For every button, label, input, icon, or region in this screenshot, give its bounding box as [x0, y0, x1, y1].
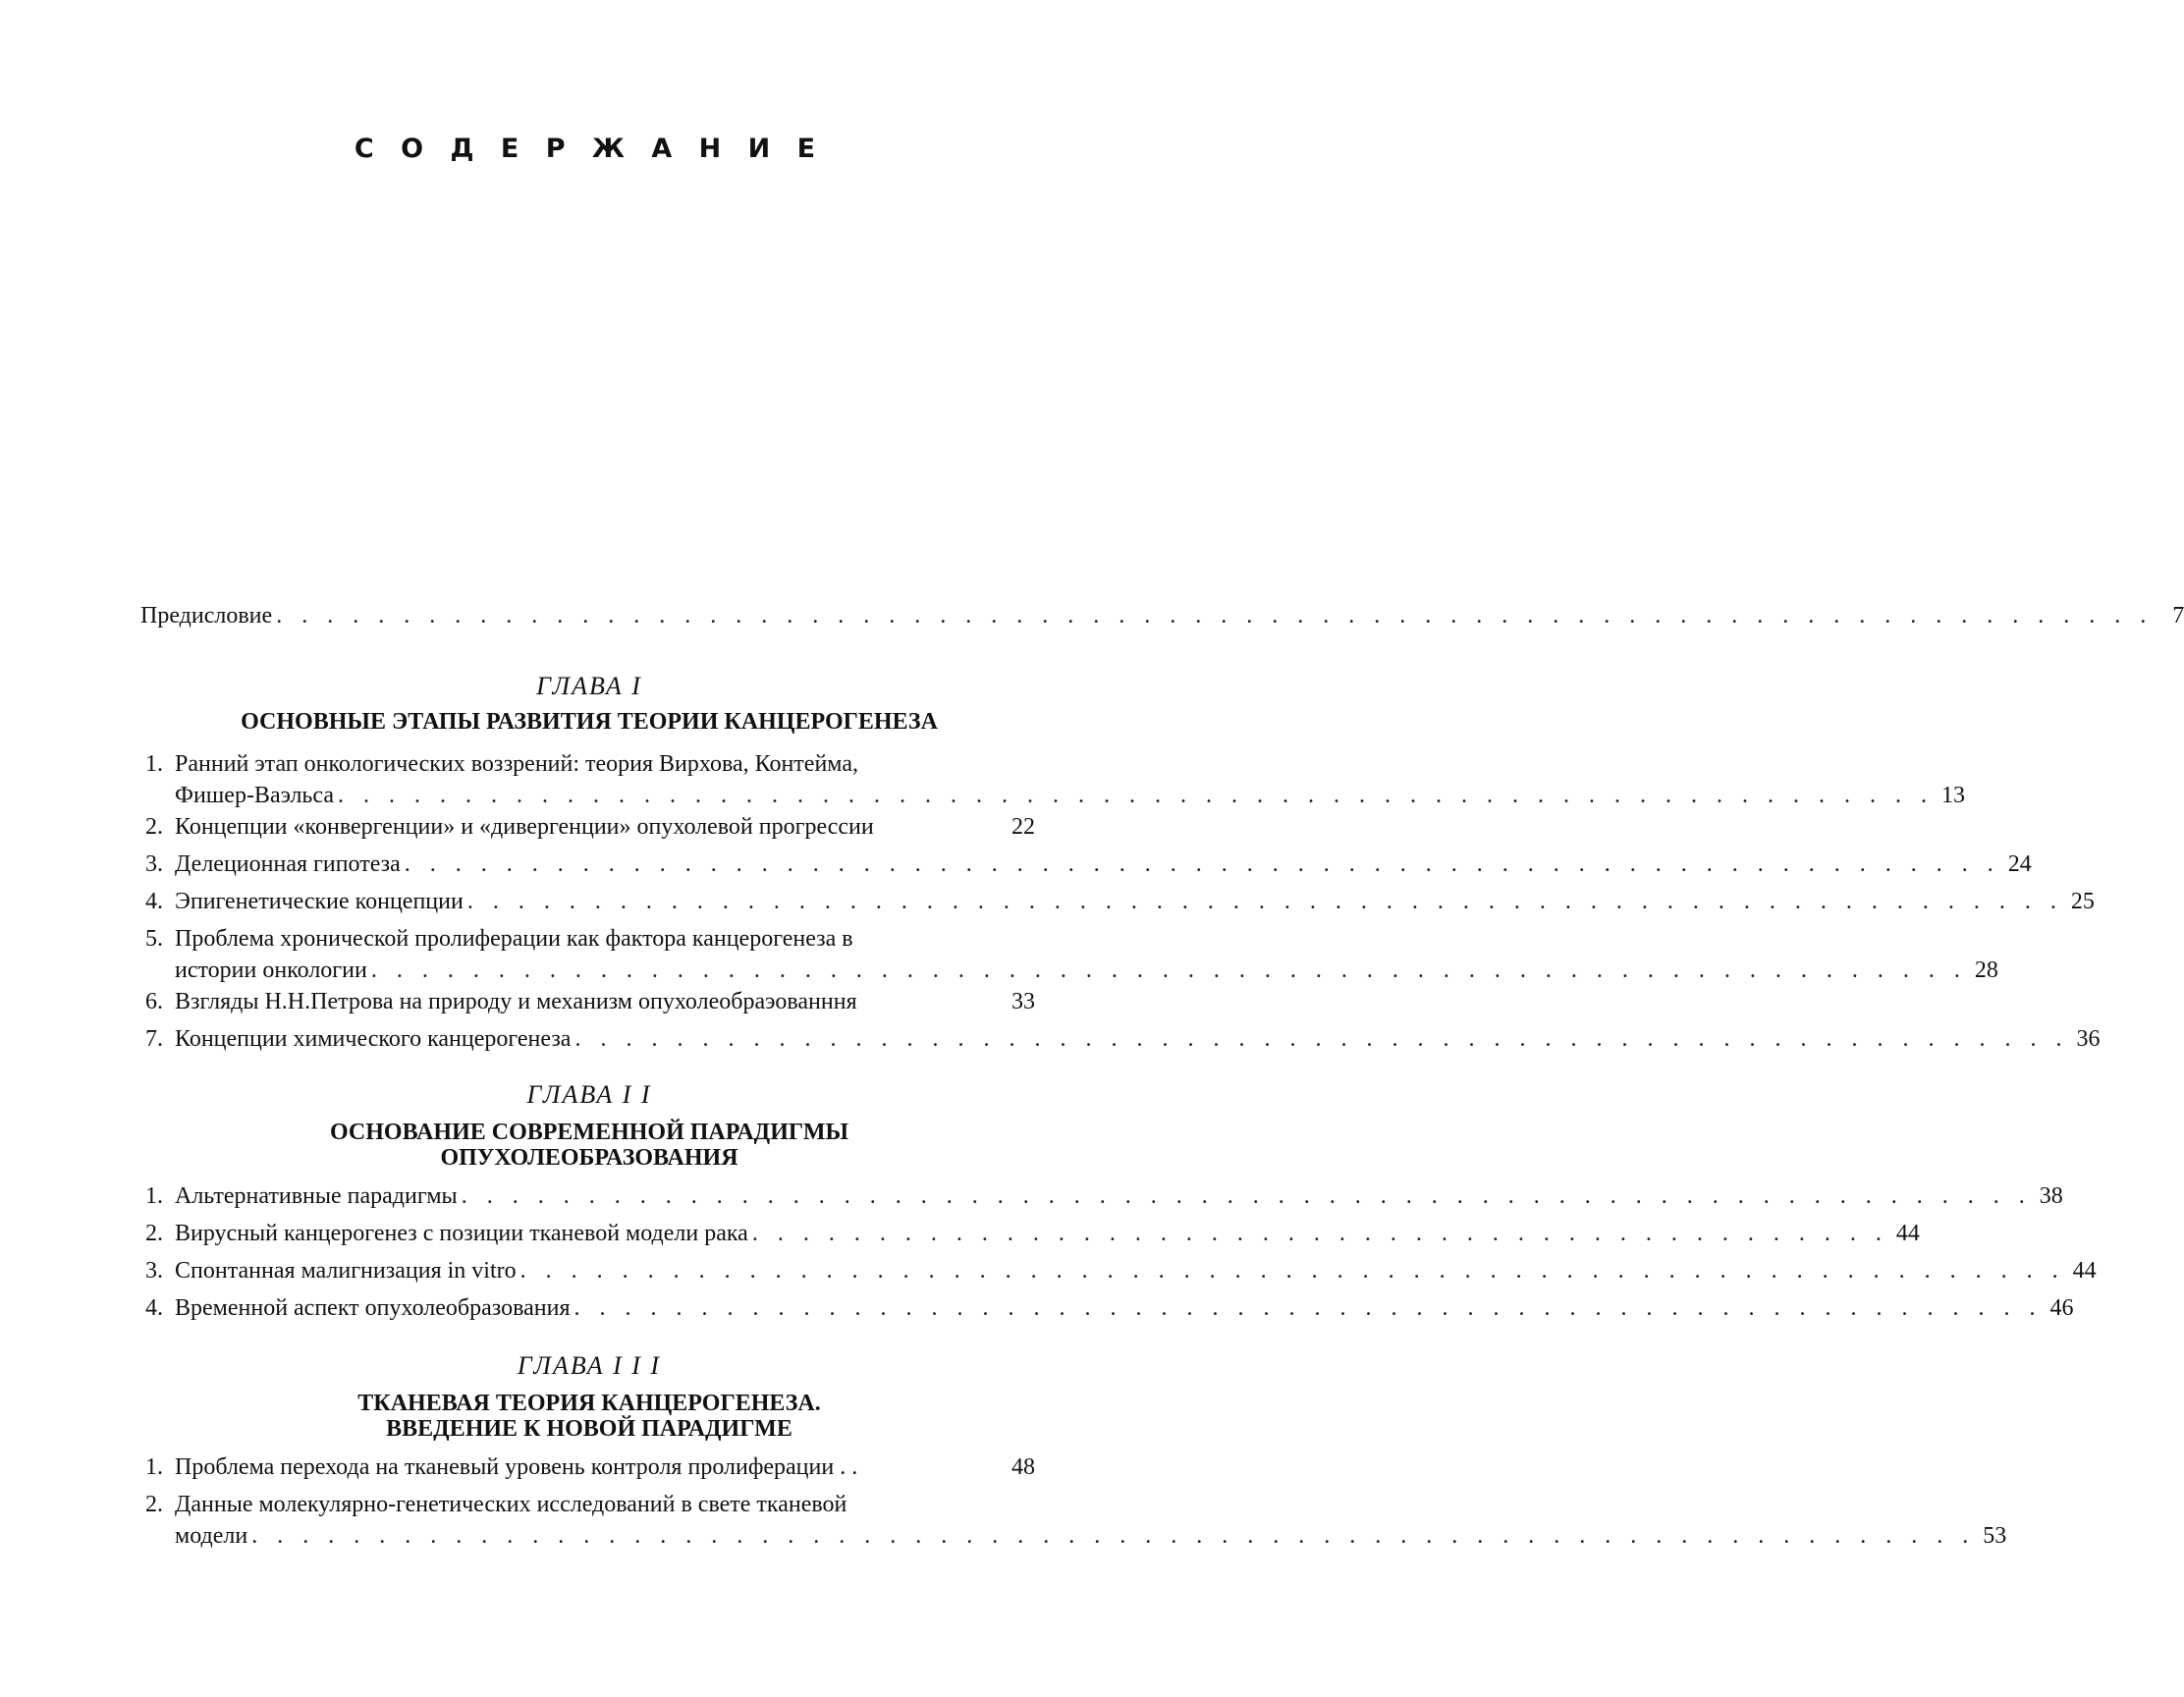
toc-entry-text: Проблема перехода на тканевый уровень контроля пролиферации . .	[175, 1454, 858, 1480]
leader-dots: . . . . . . . . . . . . . . . . . . . . . . . . . . . . . . . . . . . . . . . . . . . . .	[751, 1221, 1888, 1246]
leader-dots: . . . . . . . . . . . . . . . . . . . . . . . . . . . . . . . . . . . . . . . . . . . . . . . . . . . . . . . . . . . . .	[519, 1258, 2065, 1284]
toc-entry-number: 1.	[145, 1183, 163, 1209]
toc-entry	[145, 923, 1998, 986]
leader-dots: . . . . . . . . . . . . . . . . . . . . . . . . . . . . . . . . . . . . . . . . . . . . . . . . . . . . . . . . . . . . . . .	[337, 783, 1934, 808]
toc-entry	[145, 1180, 2063, 1212]
toc-page-number: 48	[1011, 1454, 1035, 1480]
toc-entry-text: Делеционная гипотеза	[175, 851, 401, 877]
toc-page-number: 28	[1974, 958, 1998, 983]
toc-entry-number: 1.	[145, 751, 163, 777]
toc-entry-text: Вирусный канцерогенез с позиции тканевой модели рака	[175, 1221, 748, 1246]
toc-entry	[145, 886, 2095, 917]
toc-entry	[145, 1451, 1035, 1483]
toc-entry	[145, 1255, 2097, 1286]
toc-entry-text: Эпигенетические концепции	[175, 889, 464, 914]
leader-dots: . . . . . . . . . . . . . . . . . . . . . . . . . . . . . . . . . . . . . . . . . . . . . . . . . . . . . . . . . . . . . . .	[466, 889, 2063, 914]
toc-entry-text: истории онкологии	[175, 958, 367, 983]
toc-entry	[145, 748, 1965, 811]
chapter-title-line: ТКАНЕВАЯ ТЕОРИЯ КАНЦЕРОГЕНЕЗА.	[357, 1391, 821, 1416]
toc-entry-number: 5.	[145, 926, 163, 952]
toc-entry-text: Проблема хронической пролиферации как фактора канцерогенеза в	[175, 926, 853, 952]
toc-entry-text: Фишер-Ваэльса	[175, 783, 334, 808]
leader-dots: . . . . . . . . . . . . . . . . . . . . . . . . . . . . . . . . . . . . . . . . . . . . . . . . . . . . . . . . . . . . . . .	[370, 958, 1967, 983]
toc-page-number: 24	[2007, 851, 2032, 877]
toc-entry-text: Спонтанная малигнизация in vitro	[175, 1258, 517, 1284]
toc-entry-number: 1.	[145, 1454, 163, 1480]
chapter-label: ГЛАВА I	[536, 672, 642, 700]
toc-entry-number: 2.	[145, 1221, 163, 1246]
toc-entry-text: модели	[175, 1523, 248, 1549]
toc-page-number: 13	[1940, 783, 1965, 808]
toc-entry-text: Альтернативные парадигмы	[175, 1183, 458, 1209]
chapter-title-line: ОПУХОЛЕОБРАЗОВАНИЯ	[440, 1145, 738, 1171]
toc-entry	[145, 986, 1035, 1017]
leader-dots: . . . . . . . . . . . . . . . . . . . . . . . . . . . . . . . . . . . . . . . . . . . . . . . . . . . . . . . . . . . . . . .	[404, 851, 2000, 877]
toc-entry-text: Предисловие	[140, 603, 273, 629]
toc-page-number: 38	[2039, 1183, 2063, 1209]
page-title: С О Д Е Р Ж А Н И Е	[354, 134, 825, 164]
chapter-title	[0, 709, 1178, 735]
toc-page-number: 44	[1895, 1221, 1920, 1246]
chapter-title	[0, 1391, 1178, 1442]
toc-entry-text: Ранний этап онкологических воззрений: теория Вирхова, Контейма,	[175, 751, 858, 777]
toc-entry-text: Временной аспект опухолеобразования	[175, 1295, 571, 1321]
toc-entry	[145, 1489, 2007, 1552]
leader-dots: . . . . . . . . . . . . . . . . . . . . . . . . . . . . . . . . . . . . . . . . . . . . . . . . . . . . . . . . . . . . . .	[461, 1183, 2032, 1209]
toc-page-number: 44	[2072, 1258, 2097, 1284]
chapter-title-line: ОСНОВНЫЕ ЭТАПЫ РАЗВИТИЯ ТЕОРИИ КАНЦЕРОГЕНЕЗА	[241, 709, 938, 735]
toc-entry-text: Концепции «конвергенции» и «дивергенции» опухолевой прогрессии	[175, 814, 874, 840]
toc-entry-text: Данные молекулярно-генетических исследований в свете тканевой	[175, 1492, 847, 1517]
leader-dots: . . . . . . . . . . . . . . . . . . . . . . . . . . . . . . . . . . . . . . . . . . . . . . . . . . . . . . . . . .	[573, 1295, 2043, 1321]
toc-entry-number: 6.	[145, 989, 163, 1014]
chapter-title-line: ВВЕДЕНИЕ К НОВОЙ ПАРАДИГМЕ	[386, 1416, 792, 1442]
toc-entry-number: 2.	[145, 1492, 163, 1517]
toc-entry-number: 4.	[145, 1295, 163, 1321]
toc-page-number: 53	[1983, 1523, 2007, 1549]
toc-entry-number: 4.	[145, 889, 163, 914]
toc-entry	[145, 1023, 2101, 1055]
toc-page-number: 22	[1011, 814, 1035, 840]
chapter-label: ГЛАВА I I I	[517, 1351, 662, 1380]
toc-page-number: 25	[2070, 889, 2095, 914]
toc-page-number: 36	[2076, 1026, 2101, 1052]
toc-entry	[145, 1218, 1920, 1249]
toc-page-number: 33	[1011, 989, 1035, 1014]
toc-entry-text: Концепции химического канцерогенеза	[175, 1026, 572, 1052]
chapter-title	[0, 1120, 1178, 1171]
toc-entry-preface	[140, 600, 2184, 631]
chapter-label: ГЛАВА I I	[526, 1080, 652, 1109]
toc-entry-text: Взгляды Н.Н.Петрова на природу и механизм опухолеобраэованння	[175, 989, 857, 1014]
toc-entry-number: 7.	[145, 1026, 163, 1052]
leader-dots: . . . . . . . . . . . . . . . . . . . . . . . . . . . . . . . . . . . . . . . . . . . . . . . . . . . . . . . . . . . . . . . . . . . .	[251, 1523, 1976, 1549]
toc-entry-number: 3.	[145, 1258, 163, 1284]
leader-dots: . . . . . . . . . . . . . . . . . . . . . . . . . . . . . . . . . . . . . . . . . . . . . . . . . . . . . . . . . . .	[574, 1026, 2069, 1052]
toc-page-number: 7	[2172, 603, 2184, 629]
toc-entry	[145, 811, 1035, 843]
toc-page-number: 46	[2049, 1295, 2074, 1321]
toc-entry	[145, 1292, 2074, 1324]
leader-dots: . . . . . . . . . . . . . . . . . . . . . . . . . . . . . . . . . . . . . . . . . . . . . . . . . . . . . . . . . . . . . . . . . . . . . . . . . .	[276, 603, 2154, 629]
toc-entry-number: 2.	[145, 814, 163, 840]
chapter-title-line: ОСНОВАНИЕ СОВРЕМЕННОЙ ПАРАДИГМЫ	[329, 1120, 849, 1145]
toc-entry	[145, 848, 2032, 880]
toc-entry-number: 3.	[145, 851, 163, 877]
